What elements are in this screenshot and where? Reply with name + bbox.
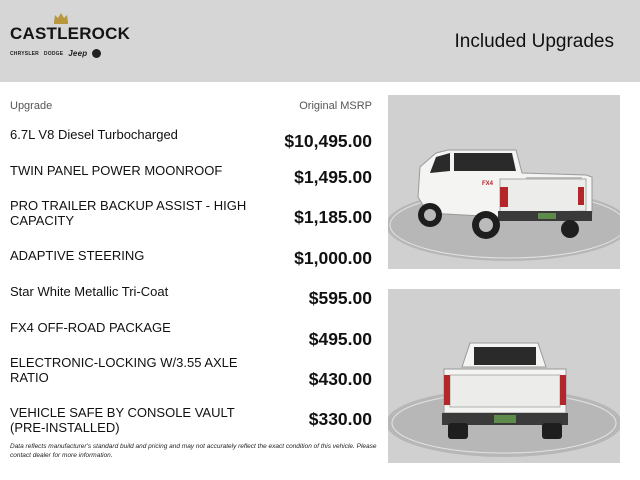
dealer-logo[interactable]	[10, 12, 131, 62]
upgrade-name: TWIN PANEL POWER MOONROOF	[10, 163, 223, 178]
page-header	[0, 0, 640, 82]
brand-chrysler: CHRYSLER	[10, 50, 39, 57]
upgrade-row	[10, 127, 372, 167]
upgrade-row	[10, 355, 372, 395]
brand-jeep: Jeep	[68, 49, 88, 58]
upgrade-row	[10, 320, 372, 360]
dealer-name: CASTLEROCK	[10, 24, 131, 43]
upgrade-price: $1,185.00	[294, 207, 372, 227]
upgrade-row	[10, 198, 372, 238]
upgrade-row	[10, 248, 372, 288]
brand-logos	[10, 49, 101, 58]
upgrade-name: PRO TRAILER BACKUP ASSIST - HIGH CAPACITY	[10, 198, 247, 228]
ram-logo-icon	[92, 49, 101, 58]
upgrade-price: $1,000.00	[294, 248, 372, 268]
upgrade-row	[10, 405, 372, 445]
page-title: Included Upgrades	[454, 31, 614, 52]
upgrade-name: FX4 OFF-ROAD PACKAGE	[10, 320, 171, 335]
upgrade-name: ADAPTIVE STEERING	[10, 248, 145, 263]
fx4-badge: FX4	[482, 181, 494, 187]
upgrade-row	[10, 284, 372, 324]
vehicle-photo-rear-quarter[interactable]	[388, 95, 620, 269]
upgrade-name: ELECTRONIC-LOCKING W/3.55 AXLE RATIO	[10, 355, 238, 385]
column-header-msrp: Original MSRP	[299, 100, 372, 112]
column-header-upgrade: Upgrade	[10, 100, 53, 112]
upgrade-name: Star White Metallic Tri-Coat	[10, 284, 169, 299]
upgrade-price: $330.00	[308, 409, 372, 429]
upgrade-name: VEHICLE SAFE BY CONSOLE VAULT (PRE-INSTALLED)	[10, 405, 235, 435]
crown-icon	[53, 12, 69, 24]
upgrade-price: $595.00	[308, 288, 372, 308]
upgrade-price: $10,495.00	[284, 131, 372, 151]
upgrade-row	[10, 163, 372, 203]
upgrade-price: $430.00	[308, 369, 372, 389]
vehicle-photo-rear[interactable]	[388, 289, 620, 463]
upgrade-price: $495.00	[308, 329, 372, 349]
disclaimer-text: Data reflects manufacturer's standard build and pricing and may not accurately reflect the exact condition of this vehicle. Please contact dealer for more information.	[10, 443, 377, 459]
brand-dodge: DODGE	[43, 50, 64, 57]
upgrade-name: 6.7L V8 Diesel Turbocharged	[10, 127, 178, 142]
upgrade-price: $1,495.00	[294, 167, 372, 187]
